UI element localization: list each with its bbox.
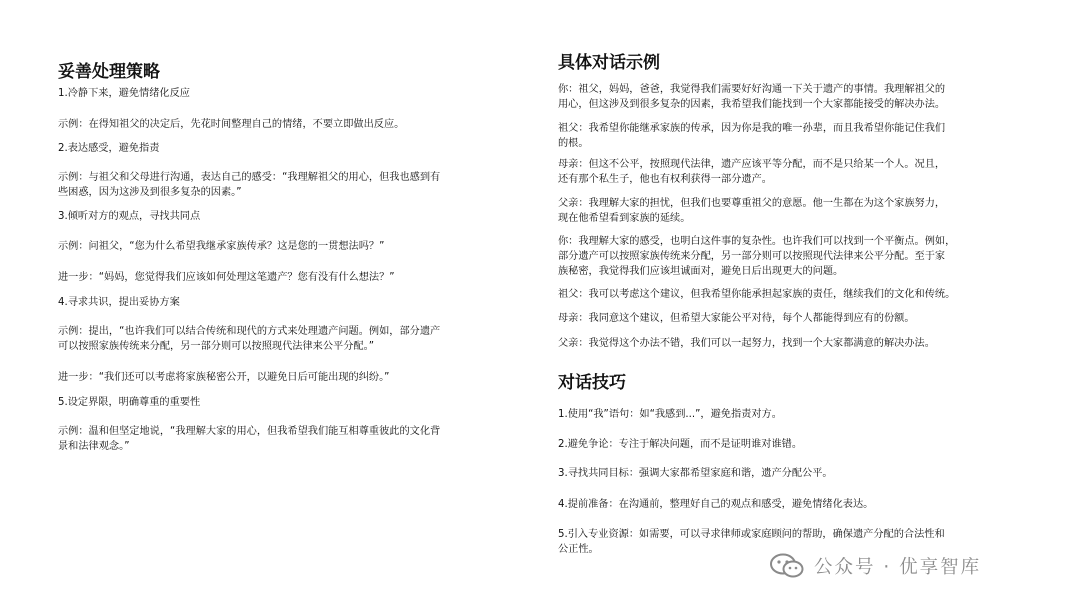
watermark-text: 公众号 · 优享智库 [814, 557, 982, 578]
tip-5: 5.引入专业资源：如需要，可以寻求律师或家庭顾问的帮助，确保遗产分配的合法性和 公正性。 [558, 529, 945, 555]
strategy-followup-3: 进一步：“妈妈，您觉得我们应该如何处理这笔遗产？您有没有什么想法？” [58, 272, 395, 283]
strategy-step-2: 2.表达感受，避免指责 [58, 143, 160, 154]
section-title-dialogue: 具体对话示例 [558, 53, 660, 73]
dialogue-line-mother-1: 母亲：但这不公平，按照现代法律，遗产应该平等分配，而不是只给某一个人。况且， 还有那个私生子，他也有权利获得一部分遗产。 [558, 159, 946, 185]
strategy-example-3: 示例：问祖父，“您为什么希望我继承家族传承？这是您的一贯想法吗？” [58, 241, 385, 252]
tip-4: 4.提前准备：在沟通前，整理好自己的观点和感受，避免情绪化表达。 [558, 499, 874, 510]
watermark [770, 553, 981, 579]
dialogue-line-you-1: 你：祖父，妈妈，爸爸，我觉得我们需要好好沟通一下关于遗产的事情。我理解祖父的 用心，但这涉及到很多复杂的因素，我希望我们能找到一个大家都能接受的解决办法。 [558, 84, 946, 110]
strategy-followup-4: 进一步：“我们还可以考虑将家族秘密公开，以避免日后可能出现的纠纷。” [58, 372, 390, 383]
dialogue-line-grandfather-1: 祖父：我希望你能继承家族的传承，因为你是我的唯一孙辈，而且我希望你能记住我们 的根。 [558, 123, 946, 149]
tip-3: 3.寻找共同目标：强调大家都希望家庭和谐，遗产分配公平。 [558, 468, 833, 479]
dialogue-line-father-2: 父亲：我觉得这个办法不错，我们可以一起努力，找到一个大家都满意的解决办法。 [558, 338, 935, 349]
dialogue-line-father-1: 父亲：我理解大家的担忧，但我们也要尊重祖父的意愿。他一生都在为这个家族努力， 现在他希望看到家族的延续。 [558, 198, 946, 224]
section-title-tips: 对话技巧 [558, 373, 626, 393]
dialogue-line-mother-2: 母亲：我同意这个建议，但希望大家能公平对待，每个人都能得到应有的份额。 [558, 313, 915, 324]
dialogue-line-you-2: 你：我理解大家的感受，也明白这件事的复杂性。也许我们可以找到一个平衡点。例如， 部分遗产可以按照家族传统来分配，另一部分则可以按照现代法律来公平分配。至于家 族秘密，我觉得我们应该坦诚面对，避免日后出现更大的问题。 [558, 236, 956, 277]
section-title-strategy: 妥善处理策略 [58, 62, 160, 82]
strategy-step-4: 4.寻求共识，提出妥协方案 [58, 297, 180, 308]
wechat-icon [770, 553, 804, 579]
tip-1: 1.使用“我”语句：如“我感到...”，避免指责对方。 [558, 409, 782, 420]
strategy-step-3: 3.倾听对方的观点，寻找共同点 [58, 211, 201, 222]
dialogue-line-grandfather-2: 祖父：我可以考虑这个建议，但我希望你能承担起家族的责任，继续我们的文化和传统。 [558, 289, 956, 300]
tip-2: 2.避免争论：专注于解决问题，而不是证明谁对谁错。 [558, 439, 803, 450]
strategy-step-1: 1.冷静下来，避免情绪化反应 [58, 88, 190, 99]
strategy-example-5: 示例：温和但坚定地说，“我理解大家的用心，但我希望我们能互相尊重彼此的文化背 景和法律观念。” [58, 426, 441, 452]
strategy-step-5: 5.设定界限，明确尊重的重要性 [58, 397, 201, 408]
strategy-example-1: 示例：在得知祖父的决定后，先花时间整理自己的情绪，不要立即做出反应。 [58, 119, 405, 130]
strategy-example-4: 示例：提出，“也许我们可以结合传统和现代的方式来处理遗产问题。例如，部分遗产 可以按照家族传统来分配，另一部分则可以按照现代法律来公平分配。” [58, 326, 441, 352]
strategy-example-2: 示例：与祖父和父母进行沟通，表达自己的感受：“我理解祖父的用心，但我也感到有 些困惑，因为这涉及到很多复杂的因素。” [58, 172, 441, 198]
